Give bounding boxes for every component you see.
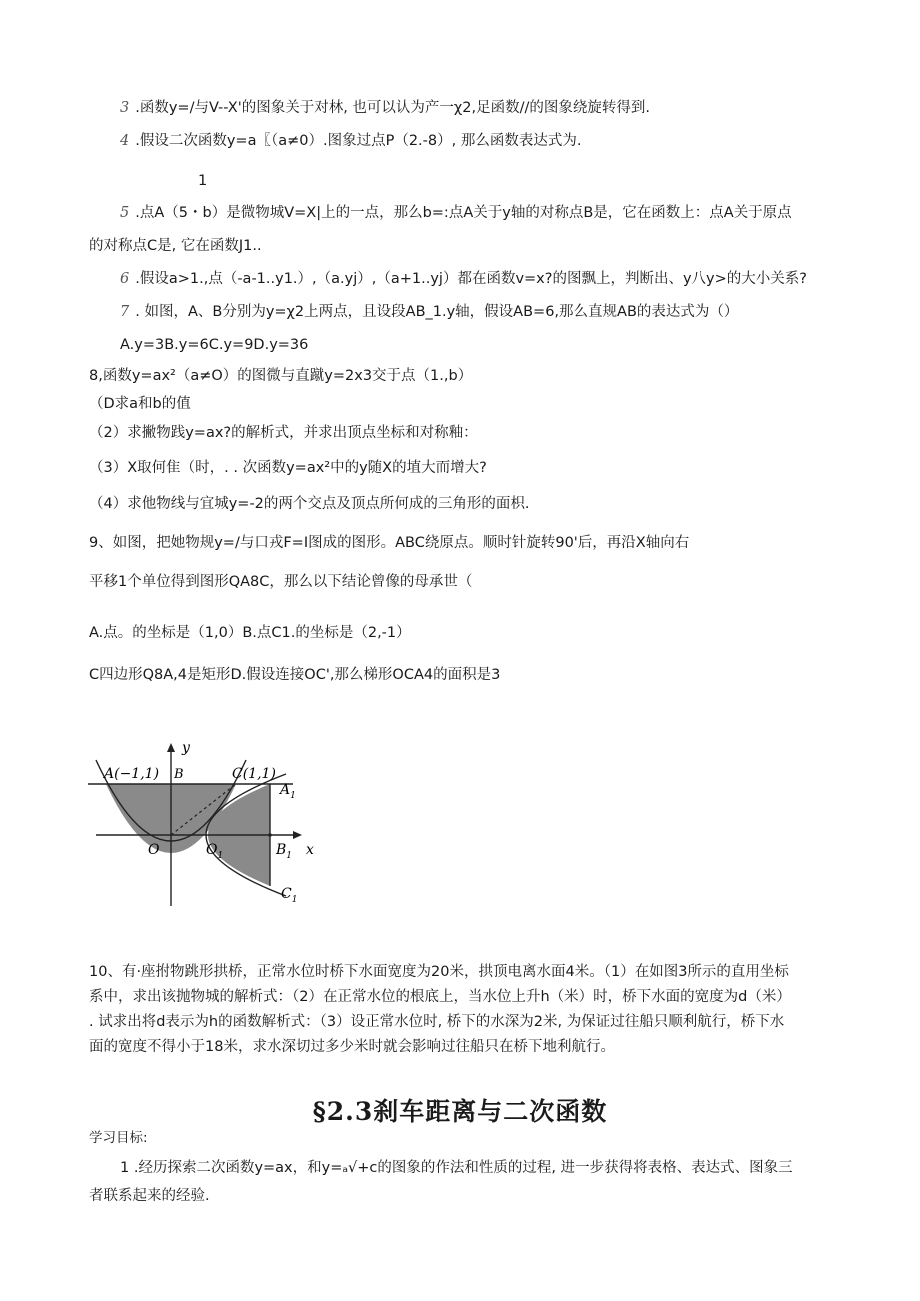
question-10-line3: . 试求出将d表示为h的函数解析式：（3）设正常水位时, 桥下的水深为2米, 为保证过往船只顺利航行，桥下水 — [89, 1014, 785, 1030]
question-text: .假设二次函数y=a〖（a≠0）.图象过点P（2.-8）, 那么函数表达式为. — [135, 133, 582, 149]
stray-digit: 1 — [198, 173, 208, 189]
question-8-part2: （2）求撇物践y=ax?的解析式，并求出顶点坐标和对称釉： — [89, 425, 478, 441]
learning-goals-label: 学习目标: — [89, 1130, 148, 1146]
question-9-line1: 9、如图，把她物规y=/与口戎F=I图成的图形。ABC绕原点。顺时针旋转90'后，再沿X轴向右 — [89, 535, 690, 551]
question-text: .函数y=/与V--X'的图象关于对林, 也可以认为产一χ2,足函数//的图象绕旋转得到. — [135, 100, 650, 116]
question-text: .点A（5・b）是微物城V=X|上的一点，那么b=:点A关于y轴的对称点B是，它在函数上：点A关于原点 — [135, 205, 792, 221]
question-text: .假设a>1.,点（-a-1..y1.）,（a.yj）,（a+1..yj）都在函数v=x?的图飘上，判断出、y八y>的大小关系? — [135, 271, 807, 287]
learning-goal-1-line2: 者联系起来的经验. — [89, 1188, 210, 1204]
point-b1 — [268, 833, 272, 837]
question-6 — [120, 269, 807, 289]
question-8-part1: （D求a和b的值 — [89, 396, 191, 412]
label-c: C(1,1) — [232, 766, 276, 782]
question-10-line4: 面的宽度不得小于18米，求水深切过多少米时就会影响过往船只在桥下地利航行。 — [89, 1039, 615, 1055]
learning-goal-1-line1: 1 .经历探索二次函数y=ax，和y=ₐ√+c的图象的作法和性质的过程, 进一步获得将表格、表达式、图象三 — [120, 1160, 793, 1176]
x-axis-arrow — [293, 831, 302, 839]
y-axis-arrow — [167, 743, 175, 752]
question-number: 7 — [120, 304, 130, 320]
label-y: y — [182, 740, 190, 756]
question-9-line2: 平移1个单位得到图形QA8C，那么以下结论曾像的母承世（ — [89, 574, 473, 590]
question-number: 5 — [120, 205, 130, 221]
question-10-line2: 系中，求出该抛物城的解析式：（2）在正常水位的根底上，当水位上升h（米）时，桥下水面的宽度为d（米） — [89, 989, 791, 1005]
question-8-stem: 8,函数y=ax²（a≠O）的图微与直蹴y=2x3交于点（1.,b） — [89, 368, 473, 384]
question-7 — [120, 302, 738, 322]
question-5 — [120, 203, 792, 223]
question-10-line1: 10、有·座拊物跳形拱桥，正常水位时桥下水面宽度为20米，拱顶电离水面4米。（1）在如图3所示的直用坐标 — [89, 964, 789, 980]
parabola-rotation-figure — [88, 738, 328, 910]
question-number: 3 — [120, 100, 130, 116]
question-8-part3: （3）X取何隹（时，. . 次函数y=ax²中的y随X的埴大而增大? — [89, 460, 487, 476]
question-9-option-cd: C四边形Q8A,4是矩形D.假设连接OC',那么梯形OCA4的面积是3 — [89, 667, 501, 683]
section-title: §2.3刹车距离与二次函数 — [312, 1097, 608, 1126]
label-a1: $A_1$ — [280, 782, 296, 801]
question-8-part4: （4）求他物线与宜城y=-2的两个交点及顶点所何成的三角形的面枳. — [89, 496, 530, 512]
label-a: A(−1,1) — [104, 766, 160, 782]
label-b: B — [174, 767, 184, 782]
question-3 — [120, 98, 650, 118]
label-b1: $B_1$ — [276, 842, 293, 861]
question-9-option-ab: A.点。的坐标是（1,0）B.点C1.的坐标是（2,-1） — [89, 625, 411, 641]
question-7-options: A.y=3B.y=6C.y=9D.y=36 — [120, 337, 309, 353]
question-5-line2: 的对称点C是, 它在函数J1.. — [89, 238, 262, 254]
question-4 — [120, 131, 581, 151]
label-x: x — [306, 842, 314, 858]
label-o1: $O_1$ — [206, 842, 224, 861]
question-text: . 如图，A、B分别为y=χ2上两点，且设段AB_1.y轴，假设AB=6,那么直规AB的表达式为（） — [135, 304, 739, 320]
label-c1: $C_1$ — [281, 886, 298, 905]
question-number: 4 — [120, 133, 130, 149]
label-o: O — [148, 842, 160, 858]
question-number: 6 — [120, 271, 130, 287]
